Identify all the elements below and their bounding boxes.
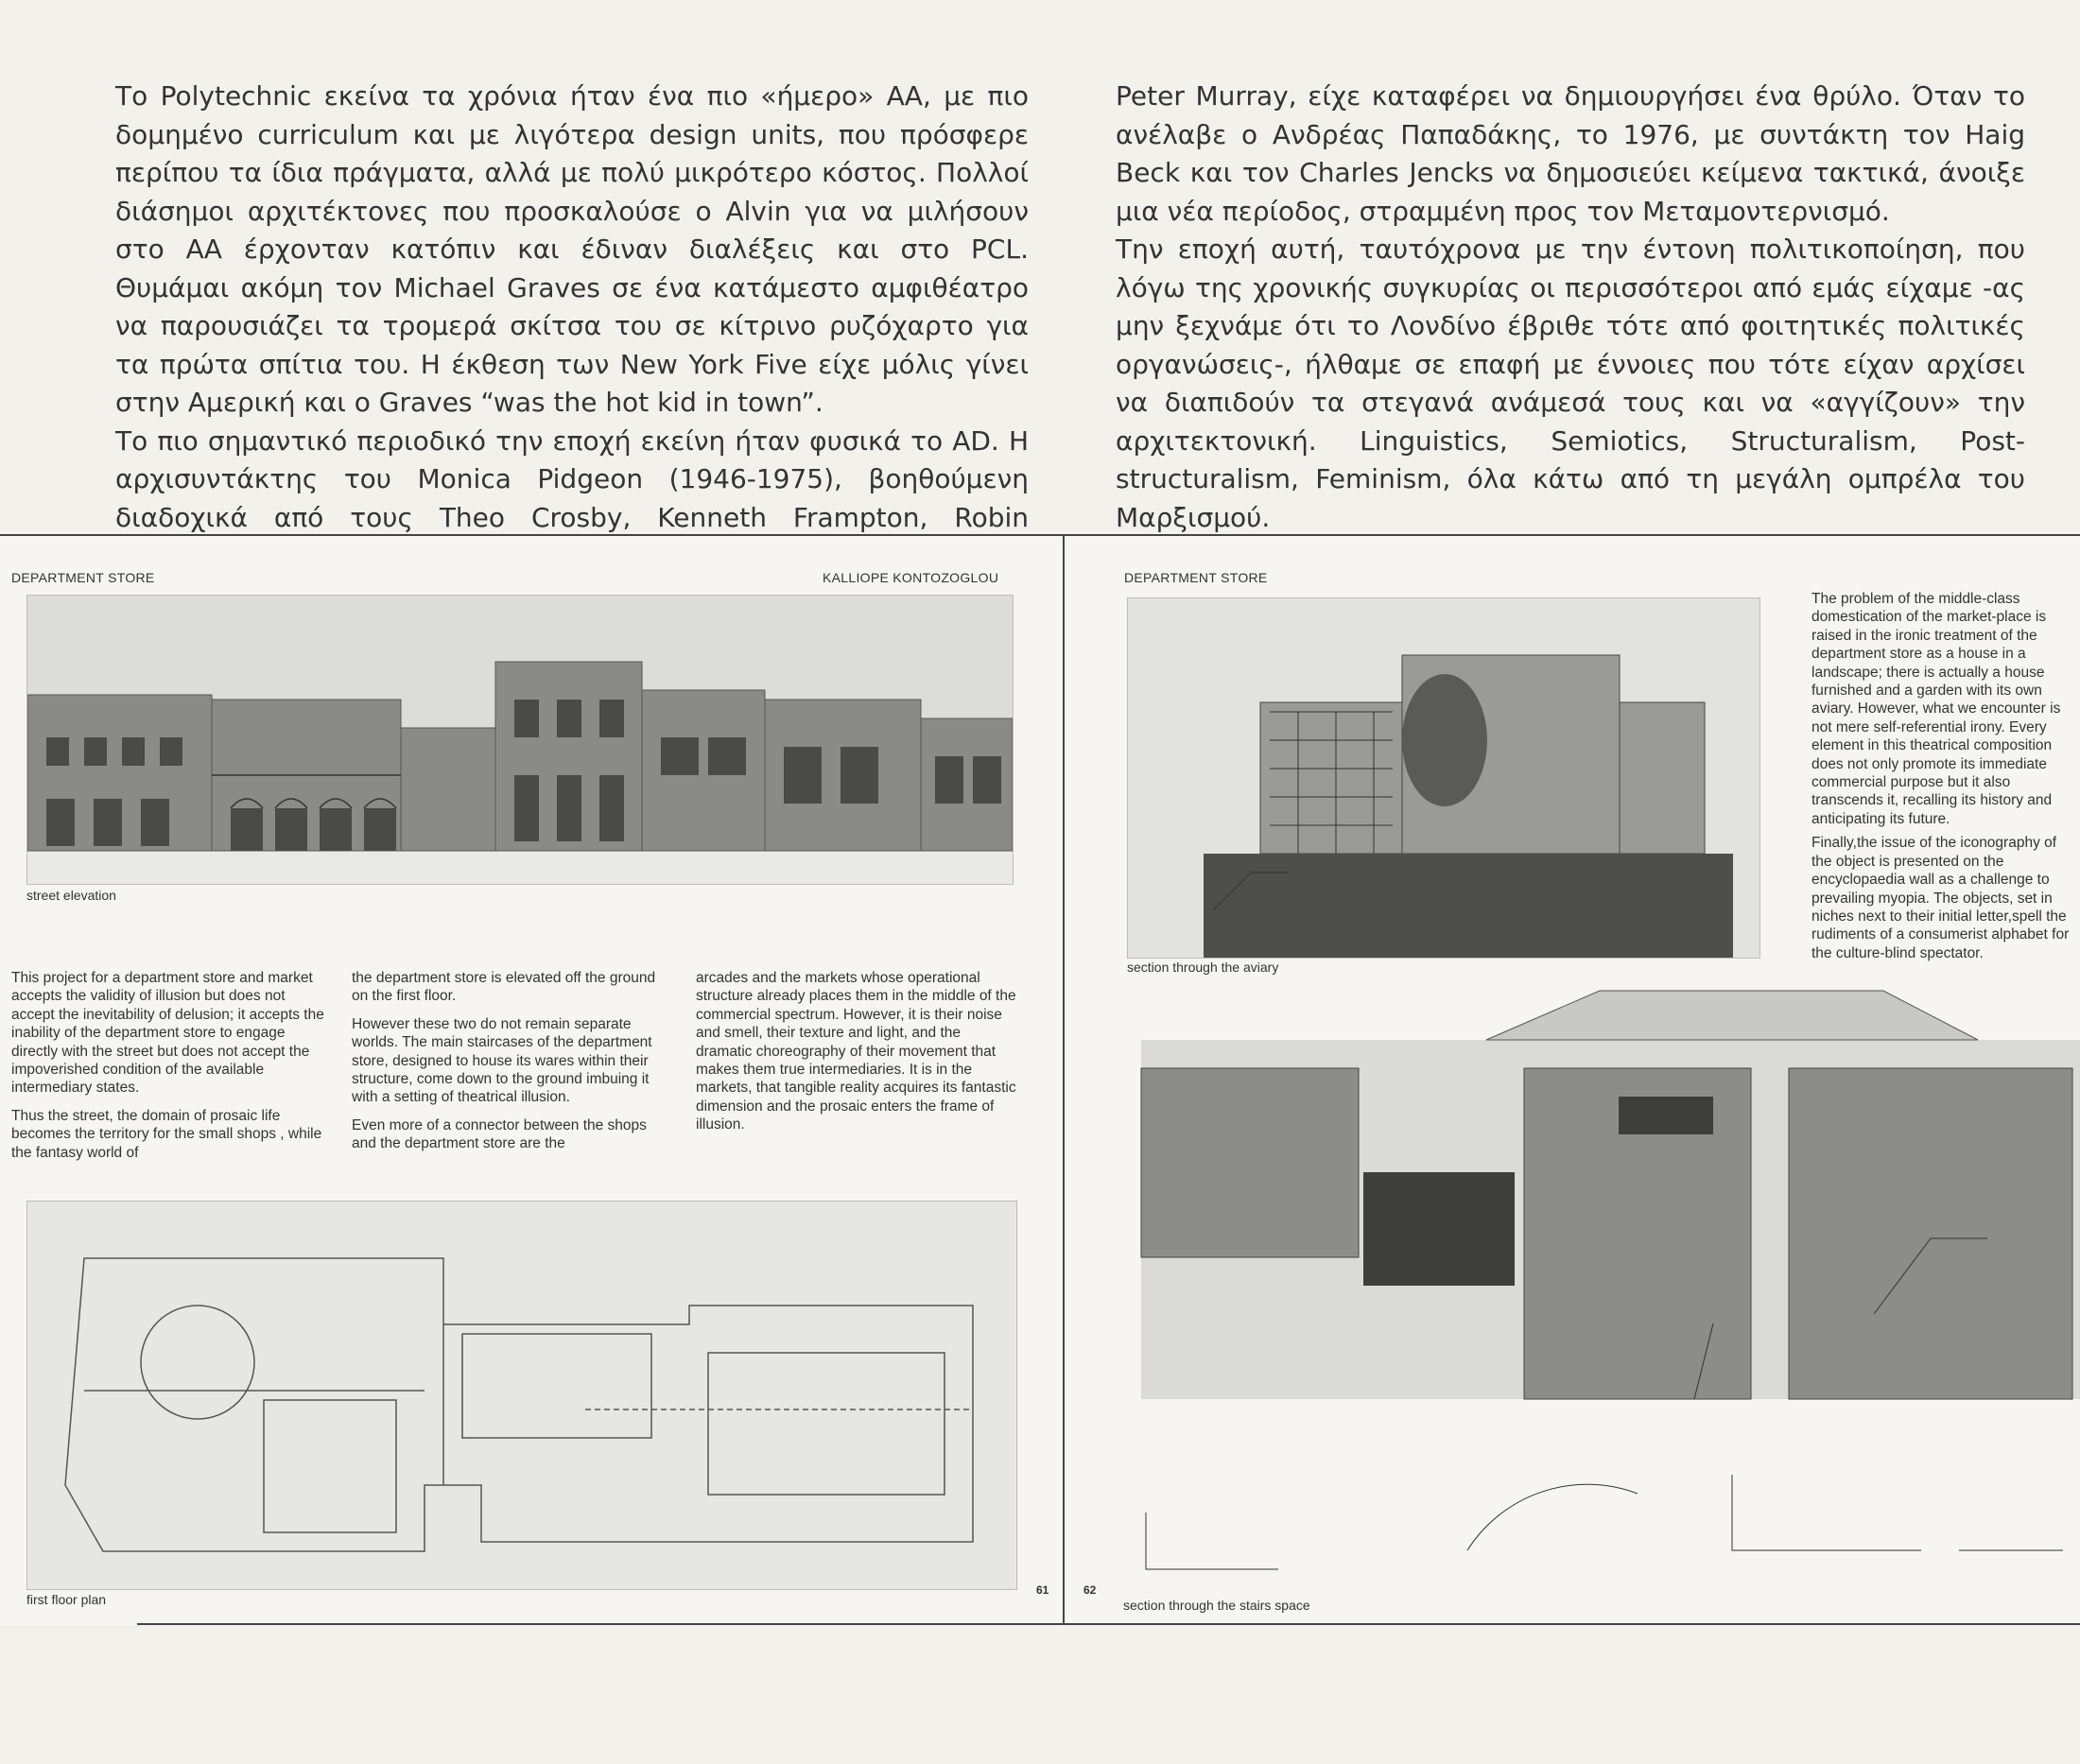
body-paragraph: However these two do not remain separate worlds. The main staircases of the department store, designed to house its wares within their structure, come down to the ground imbuing it with a setting of theatrical illusion. — [352, 1015, 652, 1106]
page-61-text-column-3 — [696, 969, 1017, 1144]
left-bottom-rule — [137, 1623, 1064, 1625]
greek-paragraph: Την εποχή αυτή, ταυτόχρονα με την έντονη πολιτικοποίηση, που λόγω της χρονικής συγκυρίας οι περισσότεροι από εμάς είχαμε -ας μην ξεχνάμε ότι το Λονδίνο έβριθε τότε από φοιτητικές πολιτικές οργανώσεις-, ήλθαμε σε επαφή με έννοιες που τότε είχαν αρχίσει να διαπιδούν τα στεγανά ανάμεσά τους και να «αγγίζουν» την αρχιτεκτονική. Linguistics, Semiotics, Structuralism, Post-structuralism, Feminism, όλα κάτω από τη μεγάλη ομπρέλα του Μαρξισμού. — [1116, 233, 2025, 533]
caption-stairs-section: section through the stairs space — [1123, 1598, 1310, 1613]
body-paragraph: The problem of the middle-class domestication of the market-place is raised in the ironic treatment of the department store as a house in a landscape; there is actually a house furnished and a garden with its own aviary. However, what we encounter is not mere self-referential irony. Every element in this theatrical composition does not only promote its immediate commercial purpose but it also transcends it, recalling its history and anticipating its future. — [1811, 591, 2061, 827]
page-61-header-right: KALLIOPE KONTOZOGLOU — [823, 570, 999, 585]
page-61-text-column-1 — [11, 969, 331, 1171]
page-number-62: 62 — [1083, 1583, 1097, 1597]
body-paragraph: Thus the street, the domain of prosaic life becomes the territory for the small shops , while the fantasy world of — [11, 1107, 322, 1161]
top-rule — [0, 534, 2080, 536]
body-paragraph: arcades and the markets whose operational structure already places them in the middle of the commercial spectrum. However, it is their noise and smell, their texture and light, and the dramatic choreography of their movement that makes them true intermediaries. It is in the markets, that tangible reality acquires its fantastic dimension and the prosaic enters the frame of illusion. — [696, 970, 1016, 1133]
first-floor-plan-drawing — [26, 1201, 1017, 1590]
right-bottom-rule — [1065, 1623, 2080, 1625]
page-62-header-left: DEPARTMENT STORE — [1124, 570, 1268, 585]
page-62-side-text — [1811, 590, 2080, 968]
page-61-header-left: DEPARTMENT STORE — [11, 570, 155, 585]
page-number-61: 61 — [1036, 1583, 1049, 1597]
street-elevation-drawing — [26, 595, 1014, 885]
spine-rule — [1063, 534, 1065, 1625]
stairs-section-drawing — [1127, 983, 2080, 1593]
body-paragraph: Even more of a connector between the shops and the department store are the — [352, 1116, 647, 1152]
greek-text-left — [115, 78, 1029, 576]
aviary-section-drawing — [1127, 597, 1760, 959]
greek-paragraph: Το Polytechnic εκείνα τα χρόνια ήταν ένα πιο «ήμερο» ΑΑ, με πιο δομημένο curriculum και με λιγότερα design units, που πρόσφερε περίπου τα ίδια πράγματα, αλλά με πολύ μικρότερο κόστος. Πολλοί διάσημοι αρχιτέκτονες που προσκαλούσε ο Alvin για να μιλήσουν στο ΑΑ έρχονταν κατόπιν και έδιναν διαλέξεις και στο PCL. Θυμάμαι ακόμη τον Michael Graves σε ένα κατάμεστο αμφιθέατρο να παρουσιάζει τα τρομερά σκίτσα του σε κίτρινο ρυζόχαρτο για τα πρώτα σπίτια του. Η έκθεση των New York Five είχε μόλις γίνει στην Αμερική και ο Graves “was the hot kid in town”. — [115, 80, 1029, 418]
caption-first-floor-plan: first floor plan — [26, 1592, 107, 1607]
body-paragraph: Finally,the issue of the iconography of the object is presented on the encyclopaedia wall as a challenge to prevailing myopia. The objects, set in niches next to their initial letter,spell the rudiments of a consumerist alphabet for the culture-blind spectator. — [1811, 835, 2070, 961]
caption-aviary-section: section through the aviary — [1127, 960, 1279, 975]
greek-paragraph: Το πιο σημαντικό περιοδικό την εποχή εκείνη ήταν φυσικά το AD. Η αρχισυντάκτης του Monica Pidgeon (1946-1975), βοηθούμενη διαδοχικά από τους Theo Crosby, Kenneth Frampton, Robin — [115, 424, 1029, 533]
page-61-text-column-2 — [352, 969, 673, 1163]
body-paragraph: the department store is elevated off the ground on the first floor. — [352, 970, 656, 1005]
body-paragraph: This project for a department store and market accepts the validity of illusion but does not accept the inevitability of delusion; it accepts the inability of the department store to engage directly with the street but does not accept the impoverished condition of the available intermediary states. — [11, 970, 324, 1097]
caption-street-elevation: street elevation — [26, 888, 116, 903]
greek-text-right — [1116, 78, 2025, 537]
greek-paragraph: Peter Murray, είχε καταφέρει να δημιουργήσει ένα θρύλο. Όταν το ανέλαβε ο Ανδρέας Παπαδάκης, το 1976, με συντάκτη τον Haig Beck και τον Charles Jencks να δημοσιεύει κείμενα τακτικά, άνοιξε μια νέα περίοδος, στραμμένη προς τον Μεταμοντερνισμό. — [1116, 80, 2025, 227]
